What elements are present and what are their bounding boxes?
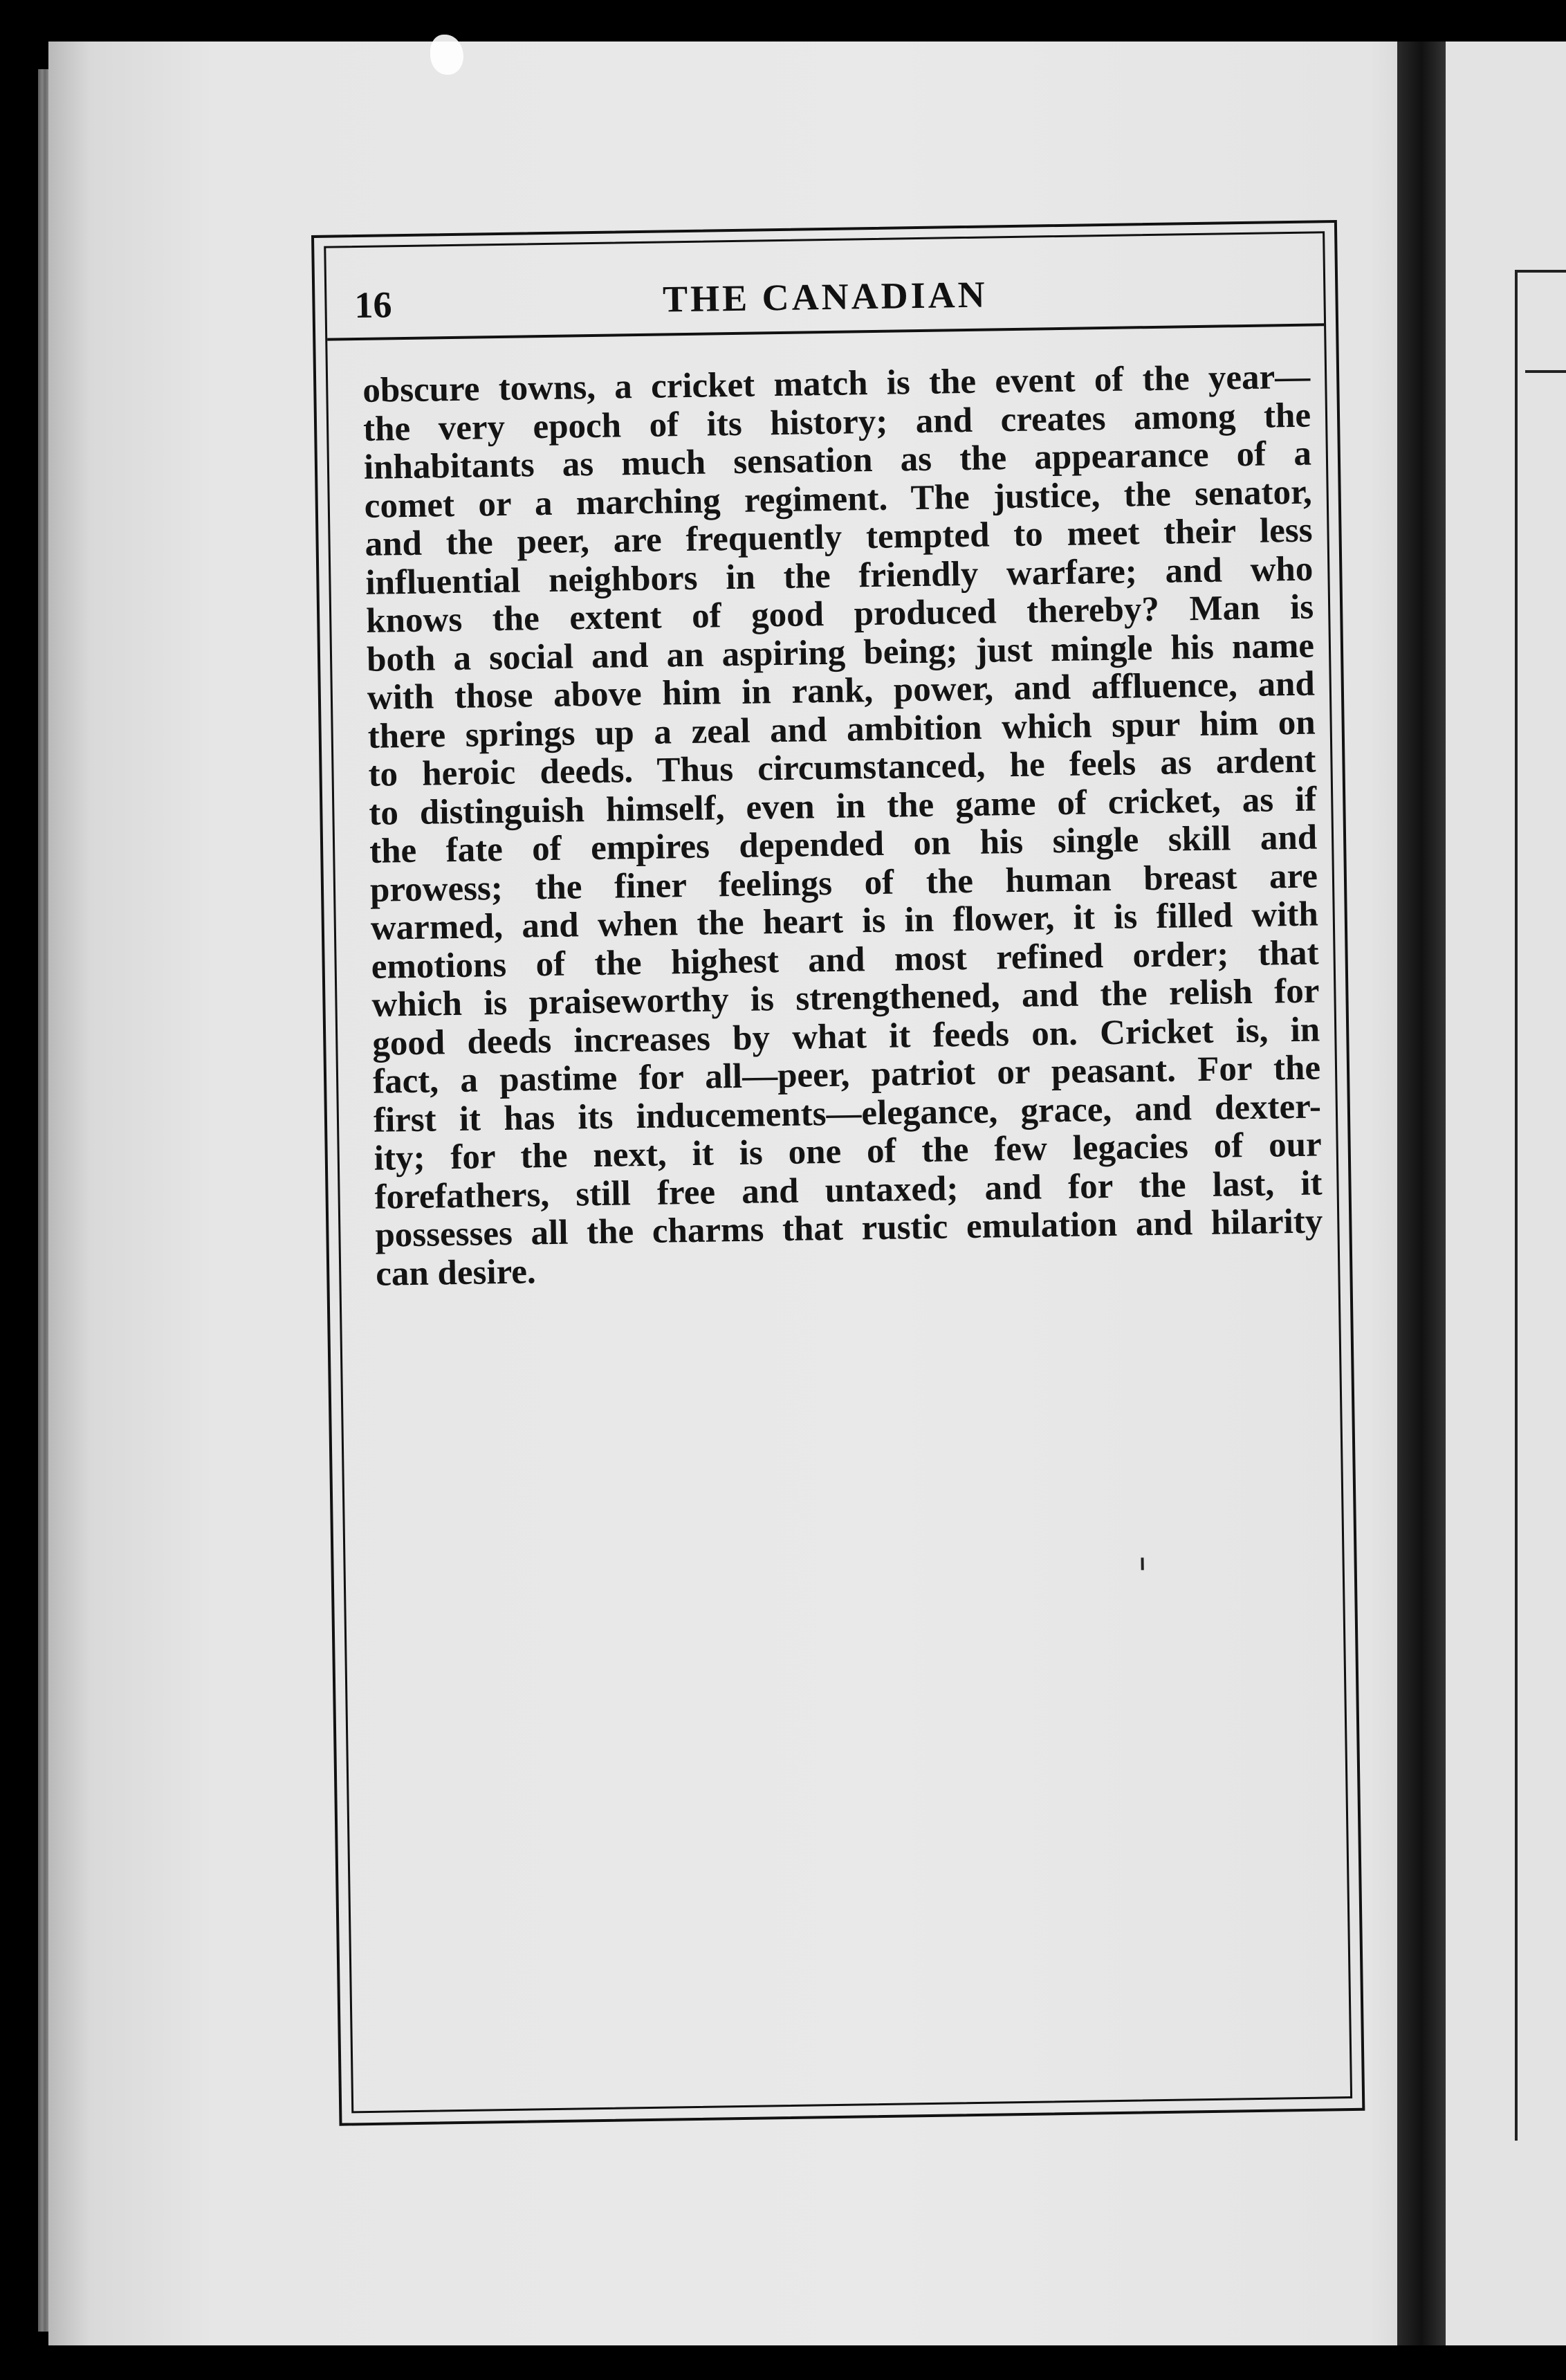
page-number: 16 (354, 284, 392, 327)
text-line: good deeds increases by what it feeds on. Cricket is, in (371, 1009, 1320, 1063)
text-line: possesses all the charms that rustic emulation and hilarity (375, 1202, 1323, 1255)
text-line: forefathers, still free and untaxed; and for the last, it (374, 1163, 1323, 1217)
text-frame (311, 220, 1365, 2126)
text-line: there springs up a zeal and ambition which spur him on (367, 703, 1316, 756)
text-line: emotions of the highest and most refined order; that (371, 933, 1319, 987)
text-line: warmed, and when the heart is in flower, it is filled with (370, 895, 1319, 948)
text-line: prowess; the finer feelings of the human breast are (369, 857, 1318, 910)
paper-damage-hole (430, 35, 463, 75)
book-gutter (1397, 42, 1446, 2345)
text-line: both a social and an aspiring being; just mingle his name (366, 626, 1315, 679)
text-line: fact, a pastime for all—peer, patriot or peasant. For the (372, 1048, 1321, 1101)
text-line: ity; for the next, it is one of the few legacies of our (374, 1125, 1323, 1178)
text-line: inhabitants as much sensation as the appearance of a (363, 434, 1312, 487)
text-line: which is praiseworthy is strengthened, and the relish for (371, 971, 1320, 1025)
text-line: can desire. (375, 1252, 537, 1294)
text-line: first it has its inducements—elegance, grace, and dexter- (373, 1086, 1322, 1140)
facing-page-rule (1525, 370, 1566, 373)
text-line: and the peer, are frequently tempted to meet their less (365, 511, 1313, 564)
text-frame-inner (324, 231, 1352, 2113)
running-head: THE CANADIAN (662, 273, 988, 320)
text-line: influential neighbors in the friendly warfare; and who (365, 549, 1314, 603)
text-line: obscure towns, a cricket match is the event of the year— (362, 357, 1311, 410)
text-line: knows the extent of good produced thereby? Man is (365, 587, 1314, 641)
page-header (326, 233, 1324, 340)
text-line: with those above him in rank, power, and affluence, and (367, 664, 1316, 717)
text-line: to heroic deeds. Thus circumstanced, he feels as ardent (368, 741, 1316, 794)
facing-page-frame (1515, 270, 1566, 2141)
text-line: the very epoch of its history; and creates among the (362, 396, 1311, 449)
ink-speck (1141, 1557, 1143, 1570)
text-line: the fate of empires depended on his single skill and (369, 818, 1318, 871)
text-line: comet or a marching regiment. The justice, the senator, (364, 473, 1313, 526)
body-text (362, 358, 1324, 1294)
text-line: to distinguish himself, even in the game of cricket, as if (368, 780, 1317, 833)
